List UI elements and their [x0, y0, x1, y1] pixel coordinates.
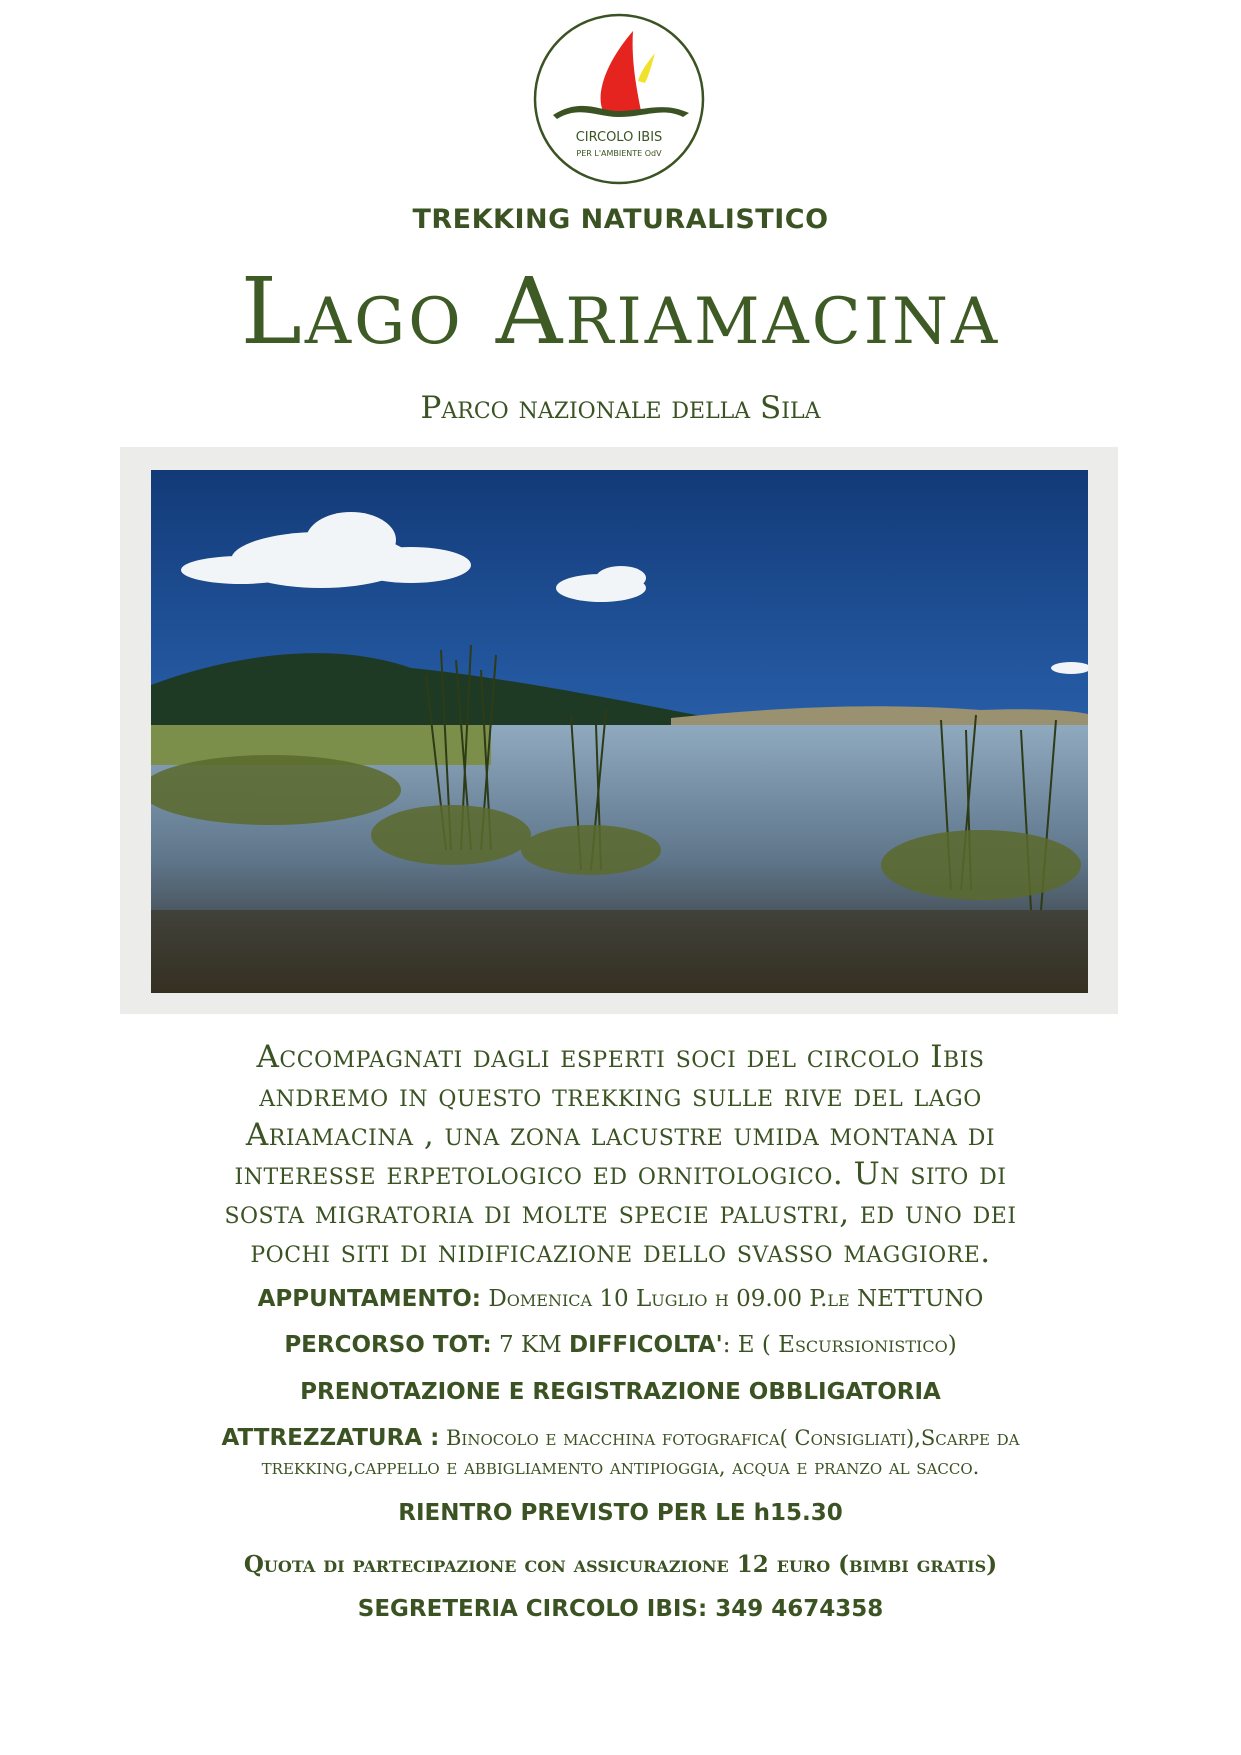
event-type: TREKKING NATURALISTICO	[412, 204, 829, 235]
desc-line: Ariamacina , una zona lacustre umida montana di	[245, 1117, 996, 1153]
booking-line	[0, 1379, 1241, 1405]
logo-line2: PER L'AMBIENTE OdV	[576, 149, 662, 158]
circolo-ibis-logo	[533, 13, 705, 185]
secretariat-line	[0, 1596, 1241, 1622]
appointment-label: APPUNTAMENTO:	[257, 1286, 482, 1312]
event-description	[100, 1038, 1141, 1272]
equipment-line2: trekking,cappello e abbigliamento antipioggia, acqua e pranzo al sacco.	[261, 1455, 980, 1479]
lake-photo	[151, 470, 1088, 993]
difficulty-label: DIFFICOLTA'	[569, 1332, 723, 1358]
return-line	[0, 1500, 1241, 1526]
return-time: RIENTRO PREVISTO PER LE h15.30	[398, 1500, 843, 1526]
appointment-line	[0, 1286, 1241, 1312]
equipment-label: ATTREZZATURA :	[221, 1425, 440, 1451]
participation-fee: Quota di partecipazione con assicurazione 12 euro (bimbi gratis)	[243, 1551, 998, 1578]
booking-notice: PRENOTAZIONE E REGISTRAZIONE OBBLIGATORIA	[300, 1379, 941, 1405]
fee-line	[0, 1551, 1241, 1578]
difficulty-value: : E ( Escursionistico)	[722, 1332, 957, 1358]
logo-line1: CIRCOLO IBIS	[575, 130, 663, 145]
desc-line: Accompagnati dagli esperti soci del circolo Ibis	[256, 1039, 985, 1075]
equipment-block	[0, 1425, 1241, 1479]
desc-line: pochi siti di nidificazione dello svasso maggiore.	[250, 1234, 991, 1270]
route-value: 7 KM	[491, 1332, 570, 1358]
page-subtitle: Parco nazionale della Sila	[420, 390, 821, 426]
desc-line: sosta migratoria di molte specie palustri, ed uno dei	[224, 1195, 1017, 1231]
route-label: PERCORSO TOT:	[284, 1332, 492, 1358]
desc-line: andremo in questo trekking sulle rive del lago	[259, 1078, 982, 1114]
equipment-line1: Binocolo e macchina fotografica( Consigliati),Scarpe da	[439, 1426, 1020, 1450]
secretariat-contact: SEGRETERIA CIRCOLO IBIS: 349 4674358	[357, 1596, 884, 1622]
page-title: Lago Ariamacina	[240, 258, 1001, 365]
route-line	[0, 1332, 1241, 1358]
desc-line: interesse erpetologico ed ornitologico. Un sito di	[234, 1156, 1007, 1192]
appointment-value: Domenica 10 Luglio h 09.00 P.le NETTUNO	[481, 1286, 984, 1312]
